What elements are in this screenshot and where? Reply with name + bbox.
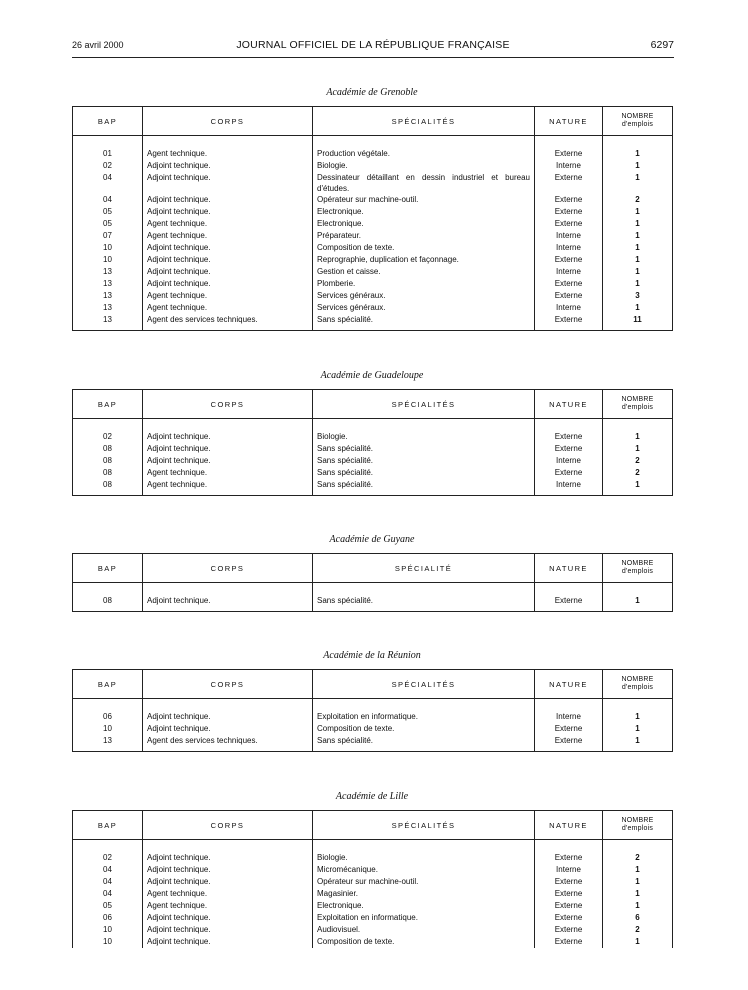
col-header-nombre-line2: d'emplois	[621, 684, 654, 691]
page-header	[72, 38, 674, 58]
nature-cell: Interne	[535, 242, 603, 254]
bap-cell: 08	[73, 467, 143, 479]
table-row	[73, 206, 673, 218]
corps-cell: Adjoint technique.	[143, 936, 313, 948]
specialite-cell: Electronique.	[313, 218, 535, 230]
academy-table	[72, 810, 673, 948]
corps-cell: Agent technique.	[143, 479, 313, 496]
nature-cell: Interne	[535, 864, 603, 876]
table-row	[73, 314, 673, 331]
specialite-cell: Sans spécialité.	[313, 455, 535, 467]
col-header-corps: CORPS	[143, 811, 313, 840]
specialite-cell: Préparateur.	[313, 230, 535, 242]
corps-cell: Adjoint technique.	[143, 924, 313, 936]
col-header-bap: BAP	[73, 811, 143, 840]
table-row	[73, 230, 673, 242]
nombre-cell: 6	[603, 912, 673, 924]
col-header-nombre	[603, 390, 673, 419]
academy-title: Académie de Guyane	[329, 534, 415, 545]
nature-cell: Externe	[535, 936, 603, 948]
corps-cell: Adjoint technique.	[143, 912, 313, 924]
nombre-cell: 1	[603, 278, 673, 290]
bap-cell: 04	[73, 172, 143, 194]
specialite-cell: Composition de texte.	[313, 936, 535, 948]
specialite-cell: Services généraux.	[313, 302, 535, 314]
table-row	[73, 218, 673, 230]
bap-cell: 10	[73, 242, 143, 254]
table-row	[73, 735, 673, 752]
bap-cell: 05	[73, 900, 143, 912]
nature-cell: Interne	[535, 479, 603, 496]
col-header-bap: BAP	[73, 670, 143, 699]
table-row	[73, 864, 673, 876]
corps-cell: Adjoint technique.	[143, 160, 313, 172]
col-header-nombre-line2: d'emplois	[621, 404, 654, 411]
specialite-cell: Plomberie.	[313, 278, 535, 290]
corps-cell: Adjoint technique.	[143, 278, 313, 290]
nature-cell: Externe	[535, 290, 603, 302]
col-header-nombre	[603, 670, 673, 699]
nombre-cell: 1	[603, 136, 673, 161]
academy-table	[72, 553, 673, 612]
specialite-cell: Reprographie, duplication et façonnage.	[313, 254, 535, 266]
nombre-cell: 2	[603, 194, 673, 206]
specialite-cell: Exploitation en informatique.	[313, 699, 535, 724]
nombre-cell: 1	[603, 172, 673, 194]
nombre-cell: 1	[603, 160, 673, 172]
table-row	[73, 194, 673, 206]
nature-cell: Externe	[535, 278, 603, 290]
bap-cell: 13	[73, 290, 143, 302]
bap-cell: 13	[73, 302, 143, 314]
table-row	[73, 888, 673, 900]
academy-table	[72, 389, 673, 496]
nombre-cell: 1	[603, 242, 673, 254]
col-header-nombre	[603, 107, 673, 136]
nombre-cell: 1	[603, 900, 673, 912]
table-row	[73, 924, 673, 936]
specialite-cell: Sans spécialité.	[313, 583, 535, 612]
specialite-cell: Magasinier.	[313, 888, 535, 900]
corps-cell: Adjoint technique.	[143, 266, 313, 278]
nombre-cell: 1	[603, 699, 673, 724]
nature-cell: Externe	[535, 218, 603, 230]
table-row	[73, 278, 673, 290]
specialite-cell: Sans spécialité.	[313, 735, 535, 752]
specialite-cell: Audiovisuel.	[313, 924, 535, 936]
nombre-cell: 1	[603, 254, 673, 266]
specialite-cell: Composition de texte.	[313, 242, 535, 254]
nombre-cell: 1	[603, 936, 673, 948]
table-row	[73, 936, 673, 948]
corps-cell: Adjoint technique.	[143, 254, 313, 266]
nature-cell: Externe	[535, 467, 603, 479]
col-header-nombre-line1: NOMBRE	[621, 676, 654, 683]
nature-cell: Interne	[535, 266, 603, 278]
academy-section	[72, 790, 672, 948]
bap-cell: 04	[73, 194, 143, 206]
bap-cell: 04	[73, 876, 143, 888]
col-header-nature: NATURE	[535, 390, 603, 419]
table-row	[73, 419, 673, 444]
nombre-cell: 2	[603, 840, 673, 865]
col-header-corps: CORPS	[143, 107, 313, 136]
specialite-cell: Services généraux.	[313, 290, 535, 302]
bap-cell: 04	[73, 864, 143, 876]
specialite-cell: Production végétale.	[313, 136, 535, 161]
nombre-cell: 1	[603, 266, 673, 278]
nature-cell: Interne	[535, 699, 603, 724]
bap-cell: 08	[73, 583, 143, 612]
col-header-nombre-line1: NOMBRE	[621, 396, 654, 403]
table-row	[73, 172, 673, 194]
nature-cell: Interne	[535, 302, 603, 314]
nombre-cell: 1	[603, 583, 673, 612]
corps-cell: Adjoint technique.	[143, 172, 313, 194]
academy-section	[72, 369, 672, 496]
bap-cell: 07	[73, 230, 143, 242]
specialite-cell: Biologie.	[313, 160, 535, 172]
nature-cell: Externe	[535, 314, 603, 331]
specialite-cell: Biologie.	[313, 840, 535, 865]
nature-cell: Externe	[535, 840, 603, 865]
academy-title: Académie de Lille	[335, 791, 409, 802]
corps-cell: Agent technique.	[143, 230, 313, 242]
nature-cell: Externe	[535, 888, 603, 900]
col-header-nombre	[603, 811, 673, 840]
specialite-cell: Opérateur sur machine-outil.	[313, 876, 535, 888]
col-header-nombre	[603, 554, 673, 583]
table-row	[73, 900, 673, 912]
col-header-nombre-line1: NOMBRE	[621, 560, 654, 567]
bap-cell: 08	[73, 479, 143, 496]
table-row	[73, 136, 673, 161]
corps-cell: Adjoint technique.	[143, 583, 313, 612]
nombre-cell: 1	[603, 218, 673, 230]
nombre-cell: 2	[603, 467, 673, 479]
nombre-cell: 2	[603, 455, 673, 467]
specialite-cell: Exploitation en informatique.	[313, 912, 535, 924]
bap-cell: 02	[73, 419, 143, 444]
table-row	[73, 699, 673, 724]
table-row	[73, 242, 673, 254]
corps-cell: Adjoint technique.	[143, 699, 313, 724]
table-row	[73, 290, 673, 302]
col-header-specialites: SPÉCIALITÉS	[313, 107, 535, 136]
corps-cell: Adjoint technique.	[143, 723, 313, 735]
corps-cell: Adjoint technique.	[143, 840, 313, 865]
col-header-nature: NATURE	[535, 107, 603, 136]
table-row	[73, 876, 673, 888]
corps-cell: Adjoint technique.	[143, 242, 313, 254]
bap-cell: 13	[73, 278, 143, 290]
nature-cell: Externe	[535, 900, 603, 912]
specialite-cell: Sans spécialité.	[313, 467, 535, 479]
corps-cell: Agent technique.	[143, 218, 313, 230]
corps-cell: Adjoint technique.	[143, 443, 313, 455]
table-row	[73, 840, 673, 865]
col-header-nature: NATURE	[535, 811, 603, 840]
table-row	[73, 723, 673, 735]
academy-title: Académie de Grenoble	[326, 87, 418, 98]
corps-cell: Adjoint technique.	[143, 206, 313, 218]
table-header	[73, 107, 673, 136]
col-header-nombre-line2: d'emplois	[621, 121, 654, 128]
nombre-cell: 1	[603, 888, 673, 900]
bap-cell: 06	[73, 912, 143, 924]
academy-table	[72, 106, 673, 331]
bap-cell: 06	[73, 699, 143, 724]
bap-cell: 08	[73, 443, 143, 455]
bap-cell: 10	[73, 924, 143, 936]
corps-cell: Adjoint technique.	[143, 864, 313, 876]
specialite-cell: Opérateur sur machine-outil.	[313, 194, 535, 206]
academy-title: Académie de la Réunion	[323, 650, 421, 661]
nombre-cell: 1	[603, 230, 673, 242]
table-row	[73, 455, 673, 467]
table-header	[73, 811, 673, 840]
table-row	[73, 266, 673, 278]
bap-cell: 13	[73, 266, 143, 278]
bap-cell: 02	[73, 160, 143, 172]
academy-section	[72, 86, 672, 331]
corps-cell: Adjoint technique.	[143, 876, 313, 888]
corps-cell: Agent des services techniques.	[143, 735, 313, 752]
nombre-cell: 1	[603, 735, 673, 752]
nature-cell: Externe	[535, 583, 603, 612]
corps-cell: Adjoint technique.	[143, 194, 313, 206]
academy-title: Académie de Guadeloupe	[320, 370, 424, 381]
nature-cell: Externe	[535, 172, 603, 194]
bap-cell: 05	[73, 206, 143, 218]
col-header-specialites: SPÉCIALITÉS	[313, 811, 535, 840]
corps-cell: Agent technique.	[143, 467, 313, 479]
table-row	[73, 912, 673, 924]
nombre-cell: 1	[603, 876, 673, 888]
nature-cell: Externe	[535, 194, 603, 206]
corps-cell: Agent des services techniques.	[143, 314, 313, 331]
nombre-cell: 1	[603, 419, 673, 444]
specialite-cell: Biologie.	[313, 419, 535, 444]
bap-cell: 01	[73, 136, 143, 161]
corps-cell: Agent technique.	[143, 136, 313, 161]
nature-cell: Externe	[535, 723, 603, 735]
specialite-cell: Sans spécialité.	[313, 479, 535, 496]
col-header-nombre-line2: d'emplois	[621, 568, 654, 575]
nombre-cell: 1	[603, 206, 673, 218]
col-header-specialites: SPÉCIALITÉ	[313, 554, 535, 583]
bap-cell: 02	[73, 840, 143, 865]
bap-cell: 10	[73, 254, 143, 266]
nature-cell: Externe	[535, 924, 603, 936]
specialite-cell: Dessinateur détaillant en dessin industriel et bureau d'études.	[313, 172, 535, 194]
bap-cell: 10	[73, 723, 143, 735]
nature-cell: Interne	[535, 230, 603, 242]
nature-cell: Externe	[535, 443, 603, 455]
specialite-cell: Micromécanique.	[313, 864, 535, 876]
bap-cell: 13	[73, 735, 143, 752]
nombre-cell: 1	[603, 723, 673, 735]
nature-cell: Externe	[535, 254, 603, 266]
nombre-cell: 11	[603, 314, 673, 331]
nature-cell: Interne	[535, 455, 603, 467]
nature-cell: Externe	[535, 206, 603, 218]
col-header-specialites: SPÉCIALITÉS	[313, 390, 535, 419]
nature-cell: Externe	[535, 419, 603, 444]
table-row	[73, 467, 673, 479]
corps-cell: Agent technique.	[143, 888, 313, 900]
bap-cell: 05	[73, 218, 143, 230]
academy-section	[72, 533, 672, 612]
academy-table	[72, 669, 673, 752]
specialite-cell: Sans spécialité.	[313, 443, 535, 455]
col-header-corps: CORPS	[143, 554, 313, 583]
nature-cell: Externe	[535, 136, 603, 161]
table-row	[73, 443, 673, 455]
col-header-corps: CORPS	[143, 390, 313, 419]
specialite-cell: Sans spécialité.	[313, 314, 535, 331]
nombre-cell: 1	[603, 443, 673, 455]
nombre-cell: 1	[603, 479, 673, 496]
nombre-cell: 2	[603, 924, 673, 936]
nombre-cell: 1	[603, 302, 673, 314]
bap-cell: 10	[73, 936, 143, 948]
bap-cell: 04	[73, 888, 143, 900]
corps-cell: Agent technique.	[143, 290, 313, 302]
bap-cell: 08	[73, 455, 143, 467]
table-row	[73, 302, 673, 314]
journal-date: 26 avril 2000	[72, 40, 124, 50]
col-header-nombre-line1: NOMBRE	[621, 113, 654, 120]
academy-section	[72, 649, 672, 752]
specialite-cell: Gestion et caisse.	[313, 266, 535, 278]
col-header-nombre-line2: d'emplois	[621, 825, 654, 832]
nature-cell: Externe	[535, 912, 603, 924]
corps-cell: Adjoint technique.	[143, 455, 313, 467]
nature-cell: Externe	[535, 876, 603, 888]
page-number: 6297	[650, 39, 674, 51]
table-header	[73, 554, 673, 583]
corps-cell: Agent technique.	[143, 302, 313, 314]
col-header-bap: BAP	[73, 107, 143, 136]
bap-cell: 13	[73, 314, 143, 331]
col-header-nature: NATURE	[535, 670, 603, 699]
nombre-cell: 1	[603, 864, 673, 876]
col-header-specialites: SPÉCIALITÉS	[313, 670, 535, 699]
specialite-cell: Electronique.	[313, 900, 535, 912]
table-row	[73, 583, 673, 612]
col-header-nombre-line1: NOMBRE	[621, 817, 654, 824]
table-header	[73, 670, 673, 699]
nature-cell: Externe	[535, 735, 603, 752]
specialite-cell: Electronique.	[313, 206, 535, 218]
journal-title: JOURNAL OFFICIEL DE LA RÉPUBLIQUE FRANÇAISE	[236, 39, 510, 51]
specialite-cell: Composition de texte.	[313, 723, 535, 735]
nombre-cell: 3	[603, 290, 673, 302]
table-header	[73, 390, 673, 419]
col-header-corps: CORPS	[143, 670, 313, 699]
corps-cell: Adjoint technique.	[143, 419, 313, 444]
table-row	[73, 254, 673, 266]
table-row	[73, 160, 673, 172]
col-header-bap: BAP	[73, 554, 143, 583]
col-header-bap: BAP	[73, 390, 143, 419]
nature-cell: Interne	[535, 160, 603, 172]
table-row	[73, 479, 673, 496]
corps-cell: Agent technique.	[143, 900, 313, 912]
col-header-nature: NATURE	[535, 554, 603, 583]
